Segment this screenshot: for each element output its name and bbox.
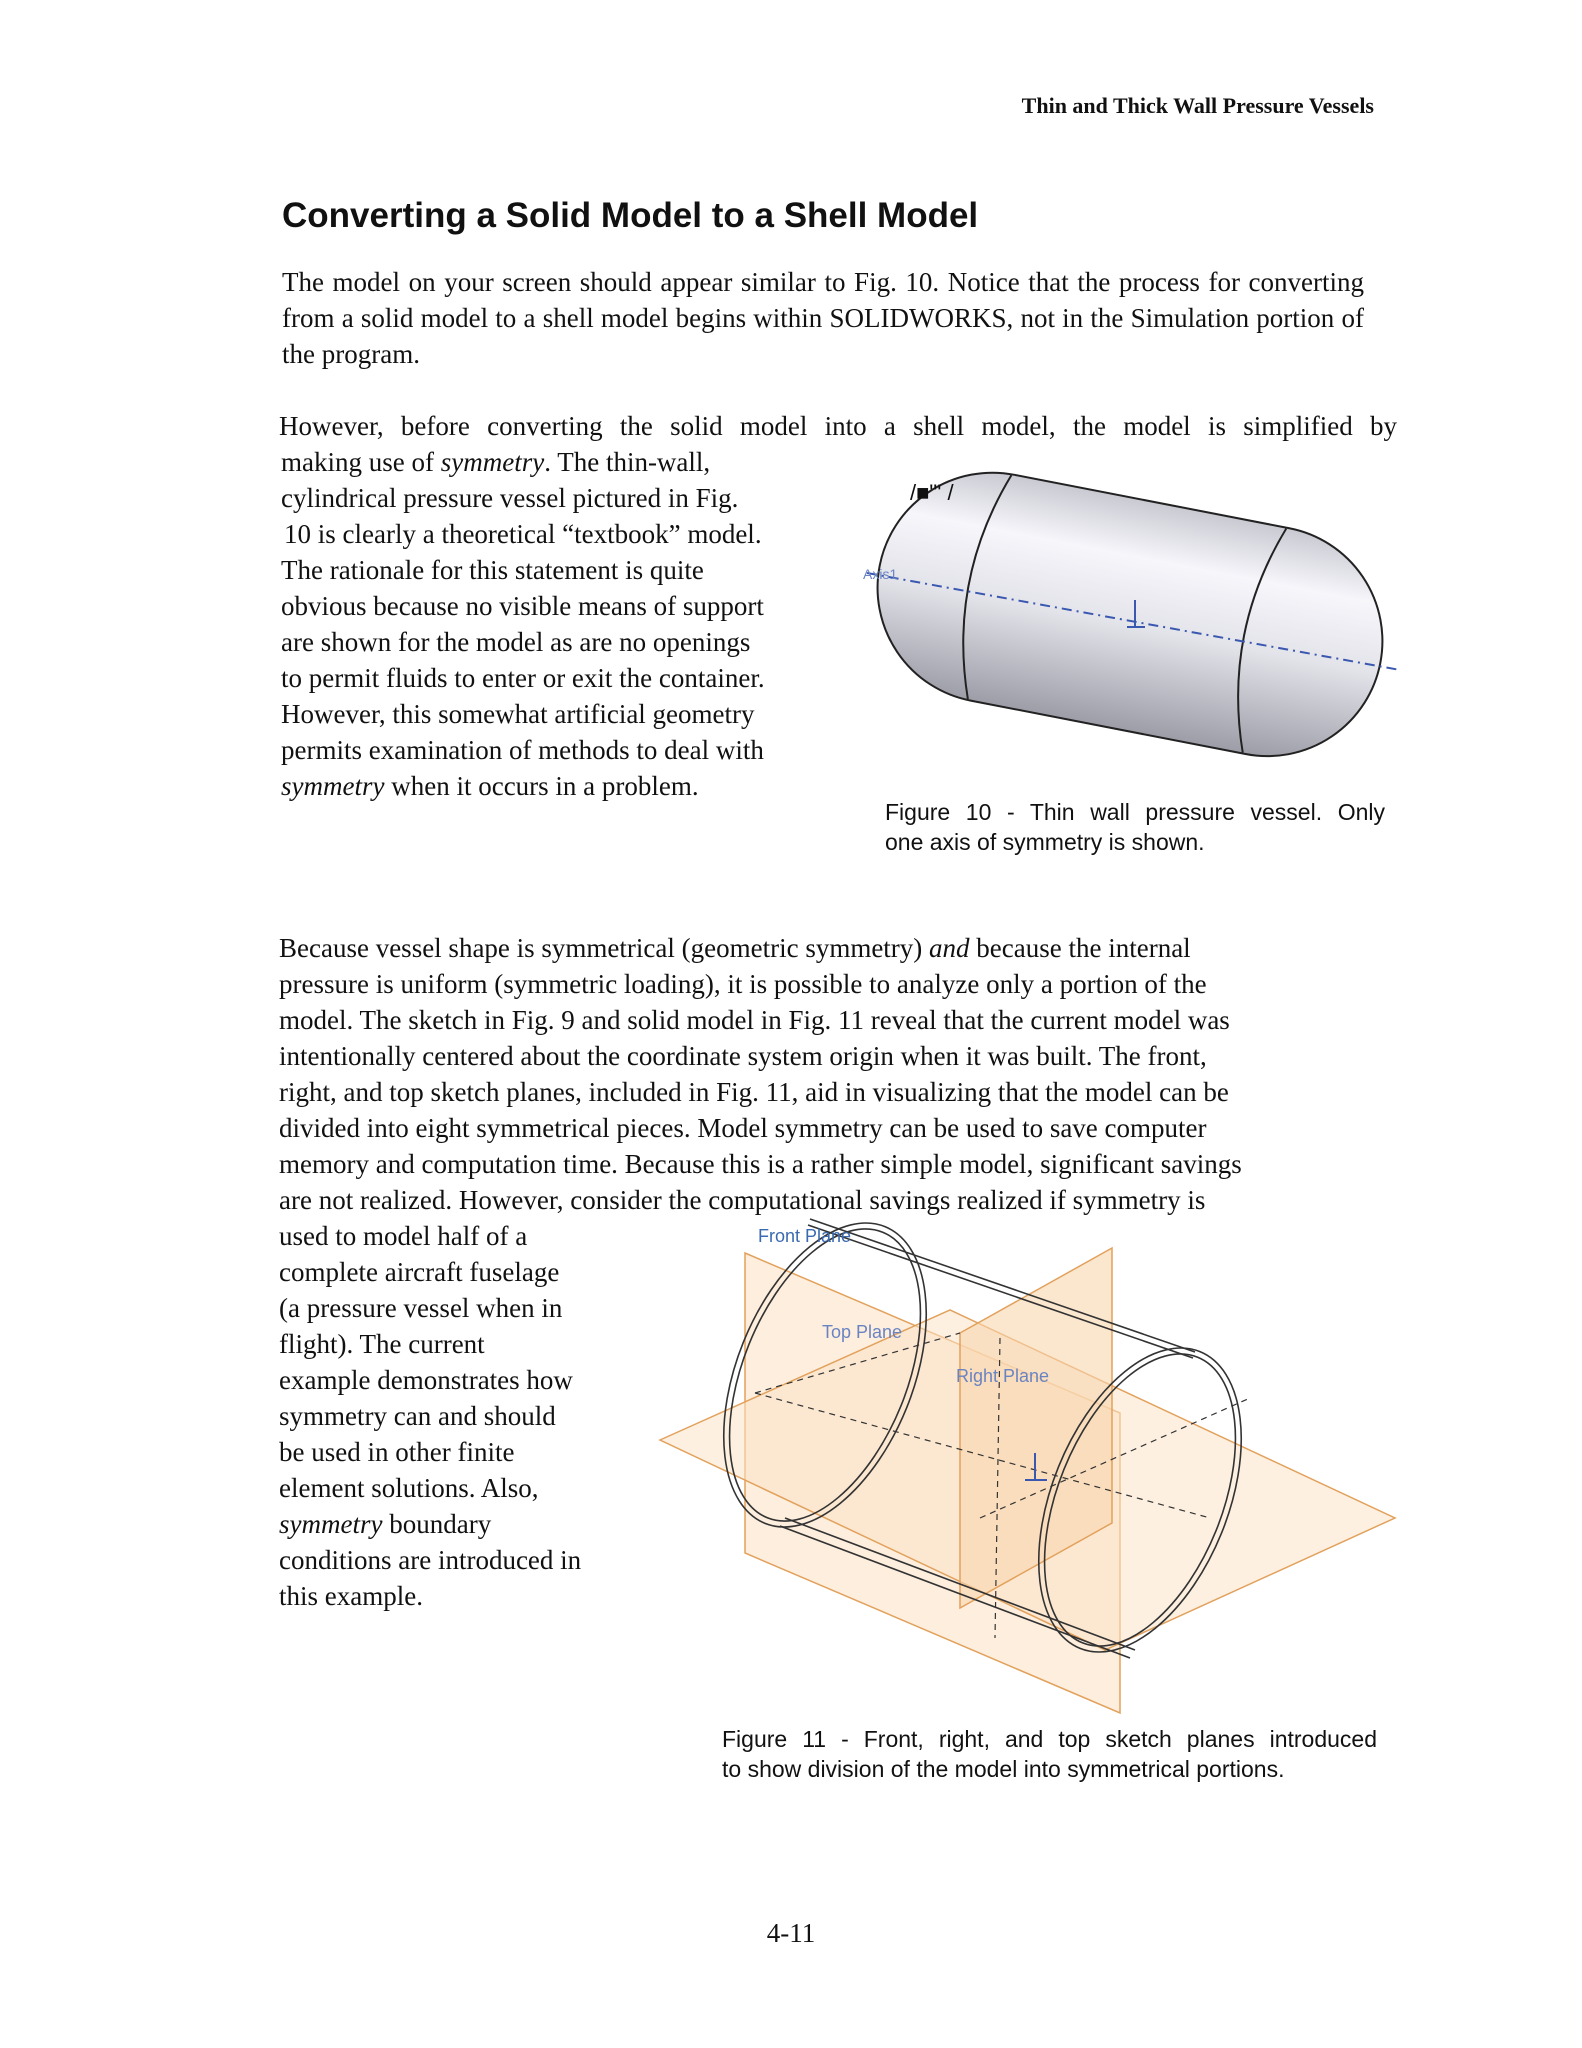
text-line: are not realized. However, consider the computational savings realized if symmetry is — [279, 1185, 1206, 1215]
text-line: flight). The current — [279, 1329, 485, 1359]
text-line: to permit fluids to enter or exit the container. — [281, 663, 765, 693]
text-span: when it occurs in a problem. — [384, 771, 699, 801]
top-plane-label: Top Plane — [822, 1322, 903, 1342]
emphasis-text: symmetry — [279, 1509, 383, 1539]
paragraph-intro: The model on your screen should appear similar to Fig. 10. Notice that the process for converting from a solid model to a shell model begins within SOLIDWORKS, not in the Simulation portion of the program. — [282, 267, 1364, 369]
axis1-label: Axis1 — [863, 566, 898, 582]
paragraph-symmetry-analysis — [279, 930, 1379, 1218]
text-line: pressure is uniform (symmetric loading), it is possible to analyze only a portion of the — [279, 969, 1207, 999]
text-line — [279, 1506, 619, 1542]
text-line: symmetry can and should — [279, 1401, 556, 1431]
page-number: 4-11 — [766, 1918, 816, 1948]
emphasis-text: symmetry — [281, 771, 385, 801]
figure-10-vessel-image — [855, 455, 1410, 795]
figure-11-sketch-planes-image — [650, 1218, 1400, 1718]
emphasis-text: and — [929, 933, 970, 963]
right-plane-label: Right Plane — [956, 1366, 1050, 1386]
text-line: 10 is clearly a theoretical “textbook” model. — [284, 519, 762, 549]
text-line: right, and top sketch planes, included in Fig. 11, aid in visualizing that the model can be — [279, 1077, 1229, 1107]
emphasis-text: symmetry — [440, 447, 545, 477]
text-line: The rationale for this statement is quite — [281, 555, 704, 585]
figure-11-caption — [722, 1724, 1377, 1784]
text-line: element solutions. Also, — [279, 1473, 539, 1503]
text-span: because the internal — [969, 933, 1191, 963]
text-line: divided into eight symmetrical pieces. Model symmetry can be used to save computer — [279, 1113, 1207, 1143]
text-line: memory and computation time. Because this is a rather simple model, significant savings — [279, 1149, 1242, 1179]
text-line: used to model half of a — [279, 1221, 528, 1251]
text-line: (a pressure vessel when in — [279, 1293, 563, 1323]
text-line: permits examination of methods to deal with — [281, 735, 764, 765]
text-line: this example. — [279, 1581, 423, 1611]
text-line: obvious because no visible means of support — [281, 591, 764, 621]
running-header: Thin and Thick Wall Pressure Vessels — [1021, 93, 1374, 118]
text-span: . The thin-wall, — [544, 447, 711, 477]
text-line: example demonstrates how — [279, 1365, 573, 1395]
text-span: making use of — [281, 447, 441, 477]
caption-line: to show division of the model into symmetrical portions. — [722, 1756, 1285, 1782]
front-plane-label: Front Plane — [758, 1226, 852, 1246]
toolbar-glyph: /■"' / — [910, 480, 954, 505]
paragraph-symmetry-body — [281, 444, 801, 804]
text-line: be used in other finite — [279, 1437, 515, 1467]
text-line: model. The sketch in Fig. 9 and solid model in Fig. 11 reveal that the current model was — [279, 1005, 1230, 1035]
text-span: Because vessel shape is symmetrical (geometric symmetry) — [279, 933, 930, 963]
caption-line: Figure 11 - Front, right, and top sketch planes introduced — [722, 1726, 1377, 1752]
text-line: intentionally centered about the coordinate system origin when it was built. The front, — [279, 1041, 1207, 1071]
caption-line: Figure 10 - Thin wall pressure vessel. Only — [885, 799, 1385, 825]
text-line: However, this somewhat artificial geometry — [281, 699, 755, 729]
text-line: complete aircraft fuselage — [279, 1257, 560, 1287]
caption-line: one axis of symmetry is shown. — [885, 829, 1205, 855]
paragraph-symmetry-aside — [279, 1218, 619, 1614]
text-span: boundary — [382, 1509, 492, 1539]
text-line: are shown for the model as are no openings — [281, 627, 751, 657]
text-line: cylindrical pressure vessel pictured in Fig. — [281, 483, 739, 513]
figure-10-caption — [885, 797, 1385, 857]
text-line: conditions are introduced in — [279, 1545, 582, 1575]
text-line — [281, 444, 801, 480]
section-title: Converting a Solid Model to a Shell Model — [282, 196, 979, 235]
text-line — [281, 768, 801, 804]
text-line — [279, 930, 1379, 966]
paragraph-symmetry-lead: However, before converting the solid model into a shell model, the model is simplified by — [279, 411, 1397, 441]
